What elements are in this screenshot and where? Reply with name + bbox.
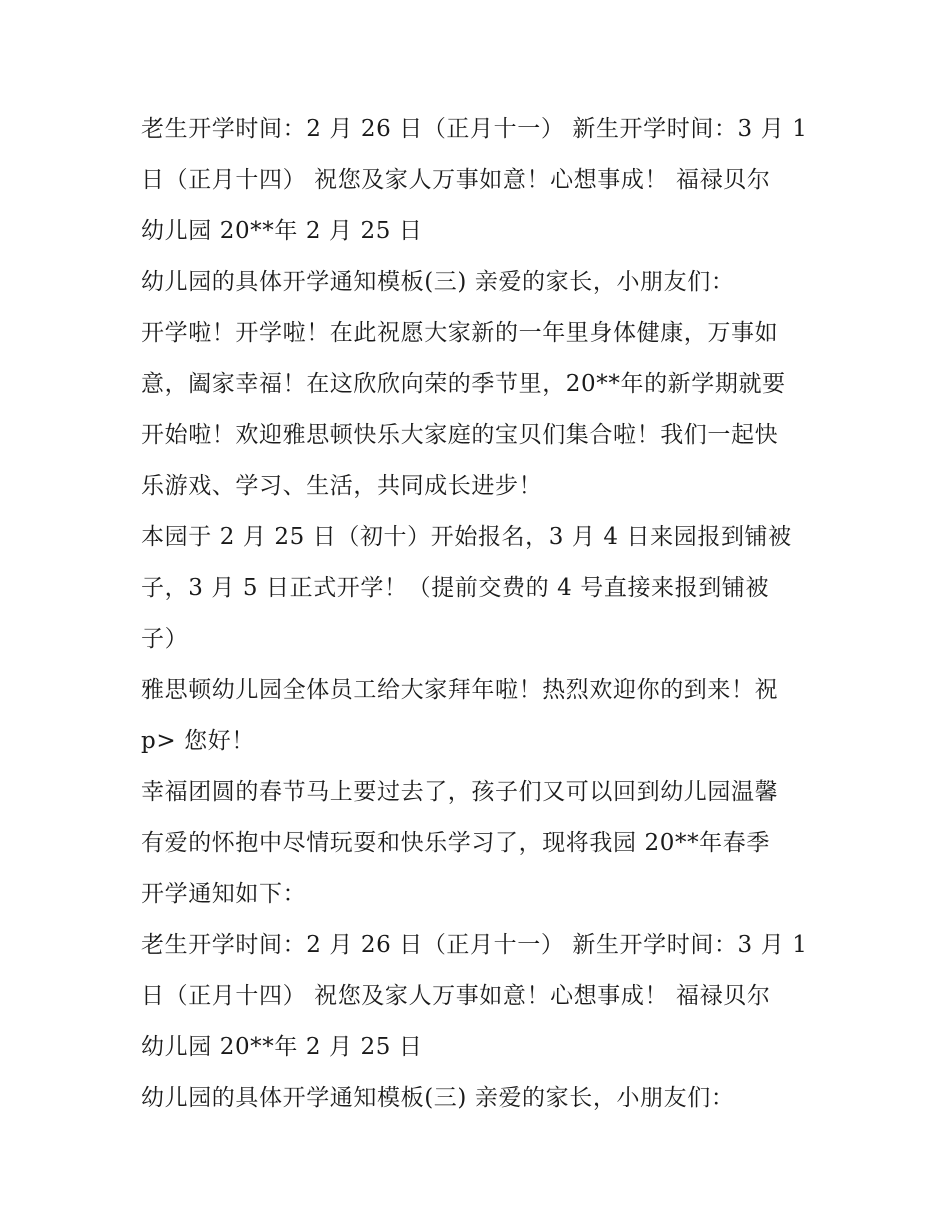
text-line-3: 幼儿园 20**年 2 月 25 日: [141, 218, 423, 244]
text-line-11: 子）: [141, 626, 189, 652]
text-line-5: 开学啦！开学啦！在此祝愿大家新的一年里身体健康，万事如: [141, 320, 779, 346]
text-line-19: 幼儿园 20**年 2 月 25 日: [141, 1034, 423, 1060]
text-line-6: 意，阖家幸福！在这欣欣向荣的季节里，20**年的新学期就要: [141, 371, 786, 397]
text-line-15: 有爱的怀抱中尽情玩耍和快乐学习了，现将我园 20**年春季: [141, 830, 770, 856]
text-line-17: 老生开学时间：2 月 26 日（正月十一） 新生开学时间：3 月 1: [141, 932, 808, 958]
text-line-1: 老生开学时间：2 月 26 日（正月十一） 新生开学时间：3 月 1: [141, 116, 808, 142]
text-line-14: 幸福团圆的春节马上要过去了，孩子们又可以回到幼儿园温馨: [141, 779, 779, 805]
text-line-20: 幼儿园的具体开学通知模板(三) 亲爱的家长，小朋友们：: [141, 1085, 735, 1111]
text-line-2: 日（正月十四） 祝您及家人万事如意！心想事成！ 福禄贝尔: [141, 167, 771, 193]
text-line-7: 开始啦！欢迎雅思顿快乐大家庭的宝贝们集合啦！我们一起快: [141, 422, 779, 448]
text-line-9: 本园于 2 月 25 日（初十）开始报名，3 月 4 日来园报到铺被: [141, 524, 792, 550]
text-line-18: 日（正月十四） 祝您及家人万事如意！心想事成！ 福禄贝尔: [141, 983, 771, 1009]
text-line-4: 幼儿园的具体开学通知模板(三) 亲爱的家长，小朋友们：: [141, 269, 735, 295]
text-line-13: p> 您好！: [141, 728, 255, 754]
text-line-10: 子，3 月 5 日正式开学！（提前交费的 4 号直接来报到铺被: [141, 575, 770, 601]
document-body: [141, 104, 841, 1124]
text-line-8: 乐游戏、学习、生活，共同成长进步！: [141, 473, 543, 499]
text-line-12: 雅思顿幼儿园全体员工给大家拜年啦！热烈欢迎你的到来！祝: [141, 677, 779, 703]
text-line-16: 开学通知如下：: [141, 881, 307, 907]
